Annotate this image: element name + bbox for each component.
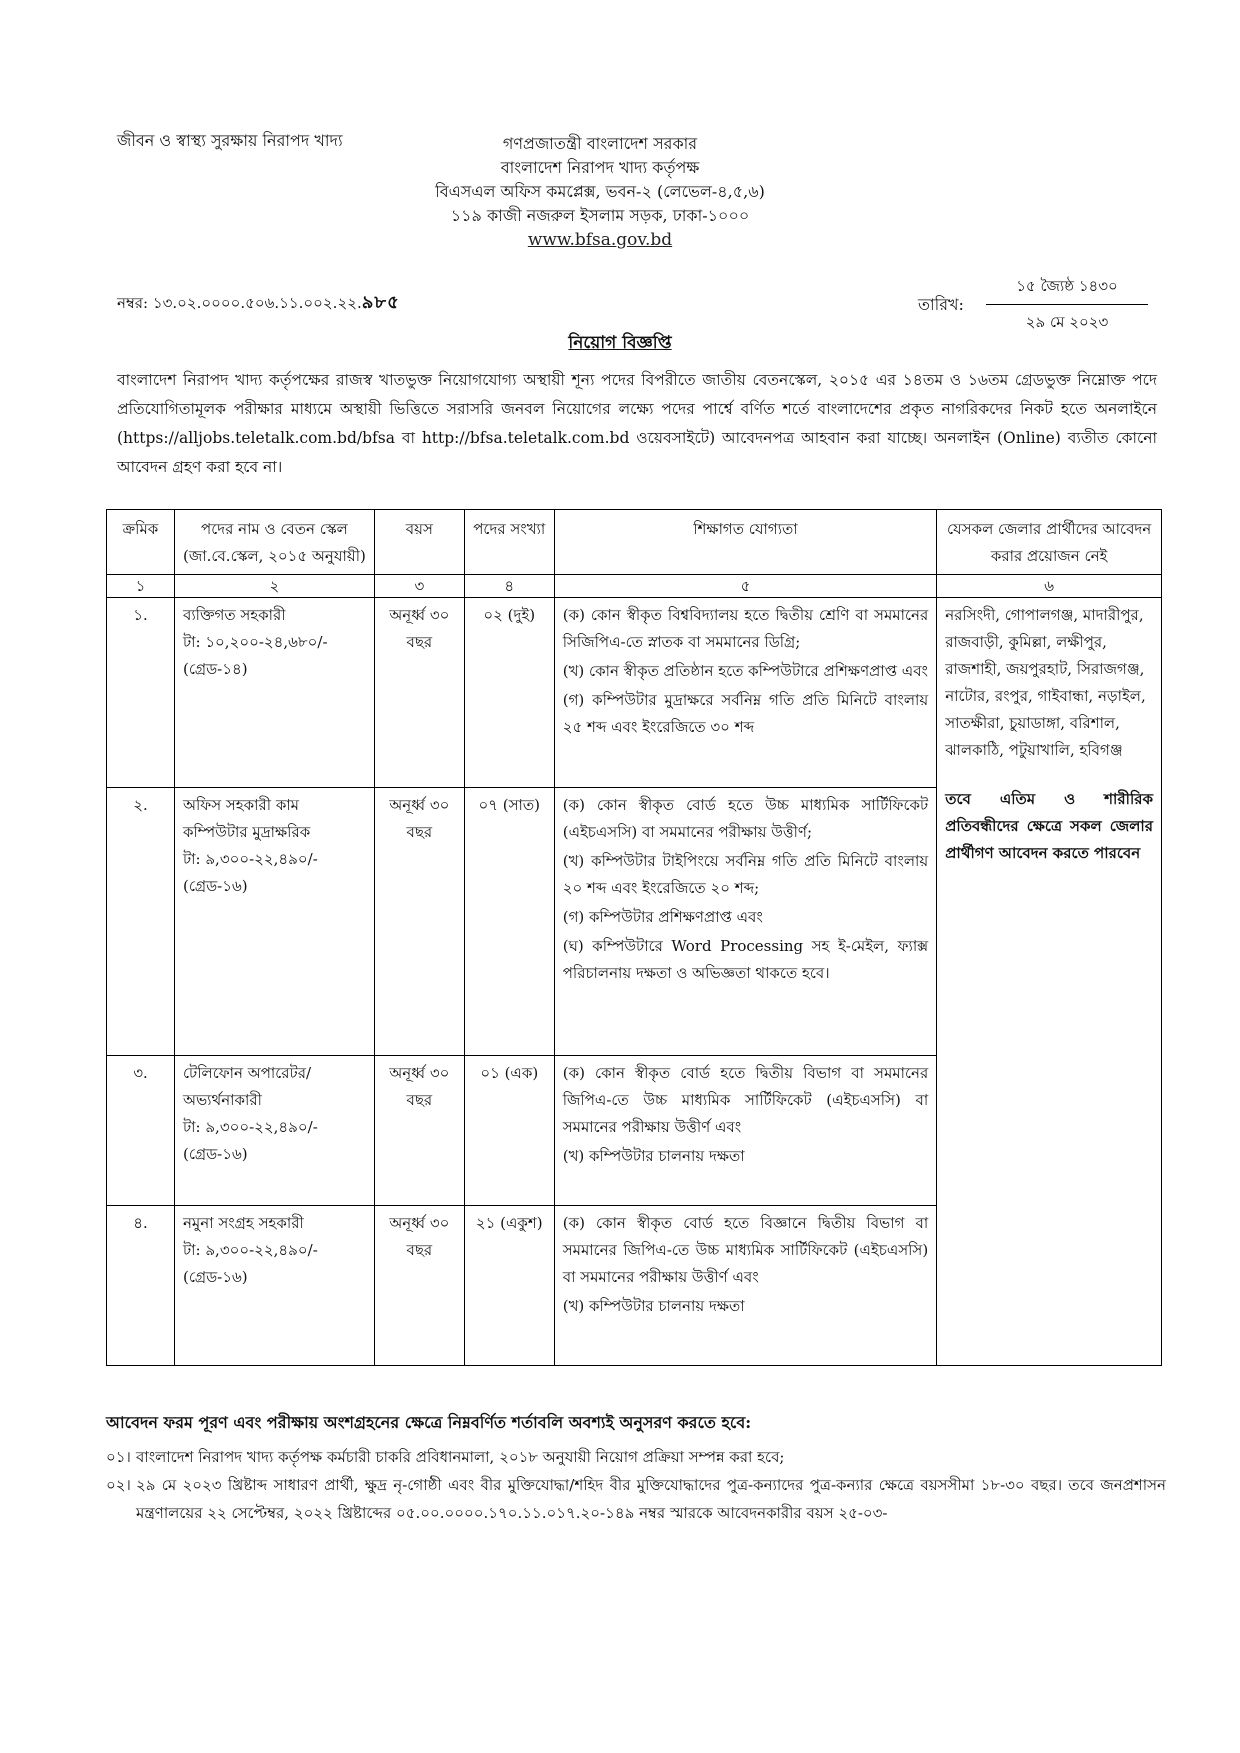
memo-prefix: নম্বর: ১৩.০২.০০০০.৫০৬.১১.০০২.২২.	[117, 294, 362, 312]
row-age: অনূর্ধ্ব ৩০ বছর	[374, 1206, 464, 1366]
conditions-title: আবেদন ফরম পূরণ এবং পরীক্ষায় অংশগ্রহনের ক্ষেত্রে নিম্নবর্ণিত শর্তাবলি অবশ্যই অনুসরণ করতে হবে:	[106, 1413, 752, 1432]
condition-text: ২৯ মে ২০২৩ খ্রিষ্টাব্দ সাধারণ প্রার্থী, ক্ষুদ্র নৃ-গোষ্ঠী এবং বীর মুক্তিযোদ্ধা/শহিদ বীর মুক্তিযোদ্ধাদের পুত্র-কন্যাদের পুত্র-কন্যার ক্ষেত্রে বয়সসীমা ১৮-৩০ বছর। তবে জনপ্রশাসন মন্ত্রণালয়ের ২২ সেপ্টেম্বর, ২০২২ খ্রিষ্টাব্দের ০৫.০০.০০০০.১৭০.১১.০১৭.২০-১৪৯ নম্বর স্মারকে আবেদনকারীর বয়স ২৫-০৩-	[136, 1476, 1166, 1522]
address-line-1: বিএসএল অফিস কমপ্লেক্স, ভবন-২ (লেভেল-৪,৫,৬)	[435, 182, 765, 201]
qualification: (খ) কম্পিউটার চালনায় দক্ষতা	[562, 1297, 745, 1315]
grade: (গ্রেড-১৬)	[182, 1268, 248, 1286]
row-serial: ২.	[107, 788, 175, 1056]
row-count: ২১ (একুশ)	[464, 1206, 554, 1366]
header-count: পদের সংখ্যা	[464, 510, 554, 575]
notice-title: নিয়োগ বিজ্ঞপ্তি	[568, 333, 672, 353]
date-bangla: ১৫ জ্যৈষ্ঠ ১৪৩০	[986, 275, 1148, 305]
address-line-2: ১১৯ কাজী নজরুল ইসলাম সড়ক, ঢাকা-১০০০	[450, 206, 750, 225]
header-post: পদের নাম ও বেতন স্কেল (জা.বে.স্কেল, ২০১৫ অনুযায়ী)	[174, 510, 374, 575]
row-count: ০১ (এক)	[464, 1056, 554, 1206]
post-name: নমুনা সংগ্রহ সহকারী	[182, 1214, 304, 1232]
col-number: ২	[174, 575, 374, 598]
row-education	[554, 1056, 936, 1206]
row-age: অনূর্ধ্ব ৩০ বছর	[374, 788, 464, 1056]
row-serial: ৩.	[107, 1056, 175, 1206]
condition-text: বাংলাদেশ নিরাপদ খাদ্য কর্তৃপক্ষ কর্মচারী চাকরি প্রবিধানমালা, ২০১৮ অনুযায়ী নিয়োগ প্রক্রিয়া সম্পন্ন করা হবে;	[136, 1448, 785, 1466]
row-post	[174, 788, 374, 1056]
post-name: ব্যক্তিগত সহকারী	[182, 606, 286, 624]
conditions-list	[106, 1443, 1166, 1527]
row-count: ০২ (দুই)	[464, 598, 554, 788]
row-serial: ১.	[107, 598, 175, 788]
qualification: (খ) কম্পিউটার টাইপিংয়ে সর্বনিম্ন গতি প্রতি মিনিটে বাংলায় ২০ শব্দ এবং ইংরেজিতে ২০ শব্দ;	[562, 852, 929, 897]
table-row	[107, 598, 1162, 788]
row-age: অনূর্ধ্ব ৩০ বছর	[374, 1056, 464, 1206]
district-list: নরসিংদী, গোপালগঞ্জ, মাদারীপুর, রাজবাড়ী, কুমিল্লা, লক্ষীপুর, রাজশাহী, জয়পুরহাট, সিরাজগঞ্জ, নাটোর, রংপুর, গাইবান্ধা, নড়াইল, সাতক্ষীরা, চুয়াডাঙ্গা, বরিশাল, ঝালকাঠি, পটুয়াখালি, হবিগঞ্জ	[945, 606, 1146, 759]
grade: (গ্রেড-১৬)	[182, 877, 248, 895]
pay-scale: টা: ১০,২০০-২৪,৬৮০/-	[182, 633, 328, 651]
list-item	[106, 1443, 1166, 1471]
qualification: (খ) কম্পিউটার চালনায় দক্ষতা	[562, 1147, 745, 1165]
col-number: ১	[107, 575, 175, 598]
header-age: বয়স	[374, 510, 464, 575]
grade: (গ্রেড-১৪)	[182, 660, 248, 678]
list-item	[106, 1471, 1166, 1527]
date-gregorian: ২৯ মে ২০২৩	[1025, 313, 1109, 331]
govt-name: গণপ্রজাতন্ত্রী বাংলাদেশ সরকার	[502, 134, 698, 153]
letterhead	[400, 132, 800, 252]
memo-handwritten-number: ৯৮৫	[361, 292, 400, 313]
pay-scale: টা: ৯,৩০০-২২,৪৯০/-	[182, 1118, 318, 1136]
district-note: তবে এতিম ও শারীরিক প্রতিবন্ধীদের ক্ষেত্রে সকল জেলার প্রার্থীগণ আবেদন করতে পারবেন	[945, 790, 1153, 862]
row-serial: ৪.	[107, 1206, 175, 1366]
post-name: অফিস সহকারী কাম কম্পিউটার মুদ্রাক্ষরিক	[182, 796, 311, 841]
qualification: (খ) কোন স্বীকৃত প্রতিষ্ঠান হতে কম্পিউটারে প্রশিক্ষণপ্রাপ্ত এবং	[562, 662, 929, 680]
header-serial: ক্রমিক	[107, 510, 175, 575]
row-education	[554, 1206, 936, 1366]
vacancy-table	[106, 509, 1162, 1366]
header-districts: যেসকল জেলার প্রার্থীদের আবেদন করার প্রয়োজন নেই	[937, 510, 1162, 575]
authority-name: বাংলাদেশ নিরাপদ খাদ্য কর্তৃপক্ষ	[500, 158, 700, 177]
pay-scale: টা: ৯,৩০০-২২,৪৯০/-	[182, 1241, 318, 1259]
row-post	[174, 598, 374, 788]
qualification: (ঘ) কম্পিউটারে Word Processing সহ ই-মেইল, ফ্যাক্স পরিচালনায় দক্ষতা ও অভিজ্ঞতা থাকতে হবে।	[562, 937, 929, 982]
row-count: ০৭ (সাত)	[464, 788, 554, 1056]
column-number-row	[107, 575, 1162, 598]
row-education	[554, 598, 936, 788]
date-label: তারিখ:	[918, 295, 964, 314]
qualification: (গ) কম্পিউটার মুদ্রাক্ষরে সর্বনিম্ন গতি প্রতি মিনিটে বাংলায় ২৫ শব্দ এবং ইংরেজিতে ৩০ শব্দ	[562, 691, 929, 736]
condition-number: ০১।	[106, 1448, 131, 1466]
table-header-row	[107, 510, 1162, 575]
col-number: ৫	[554, 575, 936, 598]
pay-scale: টা: ৯,৩০০-২২,৪৯০/-	[182, 850, 318, 868]
intro-paragraph: বাংলাদেশ নিরাপদ খাদ্য কর্তৃপক্ষের রাজস্ব খাতভুক্ত নিয়োগযোগ্য অস্থায়ী শূন্য পদের বিপরীতে জাতীয় বেতনস্কেল, ২০১৫ এর ১৪তম ও ১৬তম গ্রেডভুক্ত নিম্নোক্ত পদে প্রতিযোগিতামূলক পরীক্ষার মাধ্যমে অস্থায়ী ভিত্তিতে সরাসরি জনবল নিয়োগের লক্ষ্যে পদের পার্শ্বে বর্ণিত শর্তে বাংলাদেশের প্রকৃত নাগরিকদের নিকট হতে অনলাইনে (https://alljobs.teletalk.com.bd/bfsa বা http://bfsa.teletalk.com.bd ওয়েবসাইটে) আবেদনপত্র আহবান করা যাচ্ছে। অনলাইন (Online) ব্যতীত কোনো আবেদন গ্রহণ করা হবে না।	[117, 371, 1157, 476]
grade: (গ্রেড-১৬)	[182, 1145, 248, 1163]
qualification: (ক) কোন স্বীকৃত বোর্ড হতে উচ্চ মাধ্যমিক সার্টিফিকেট (এইচএসসি) বা সমমানের পরীক্ষায় উত্তীর্ণ;	[562, 796, 929, 841]
condition-number: ০২।	[106, 1476, 131, 1494]
excluded-districts	[937, 598, 1162, 1366]
row-post	[174, 1056, 374, 1206]
col-number: ৬	[937, 575, 1162, 598]
website-link[interactable]: www.bfsa.gov.bd	[527, 230, 673, 250]
row-education	[554, 788, 936, 1056]
qualification: (ক) কোন স্বীকৃত বোর্ড হতে বিজ্ঞানে দ্বিতীয় বিভাগ বা সমমানের জিপিএ-তে উচ্চ মাধ্যমিক সার্টিফিকেট (এইচএসসি) বা সমমানের পরীক্ষায় উত্তীর্ণ এবং	[562, 1214, 929, 1286]
qualification: (গ) কম্পিউটার প্রশিক্ষণপ্রাপ্ত এবং	[562, 908, 763, 926]
qualification: (ক) কোন স্বীকৃত বিশ্ববিদ্যালয় হতে দ্বিতীয় শ্রেণি বা সমমানের সিজিপিএ-তে স্নাতক বা সমমানের ডিগ্রি;	[562, 606, 929, 651]
memo-number	[117, 288, 400, 319]
col-number: ৩	[374, 575, 464, 598]
qualification: (ক) কোন স্বীকৃত বোর্ড হতে দ্বিতীয় বিভাগ বা সমমানের জিপিএ-তে উচ্চ মাধ্যমিক সার্টিফিকেট (এইচএসসি) বা সমমানের পরীক্ষায় উত্তীর্ণ এবং	[562, 1064, 929, 1136]
header-education: শিক্ষাগত যোগ্যতা	[554, 510, 936, 575]
post-name: টেলিফোন অপারেটর/ অভ্যর্থনাকারী	[182, 1064, 312, 1109]
slogan: জীবন ও স্বাস্থ্য সুরক্ষায় নিরাপদ খাদ্য	[117, 131, 343, 150]
col-number: ৪	[464, 575, 554, 598]
date-block	[986, 275, 1148, 336]
row-age: অনূর্ধ্ব ৩০ বছর	[374, 598, 464, 788]
row-post	[174, 1206, 374, 1366]
